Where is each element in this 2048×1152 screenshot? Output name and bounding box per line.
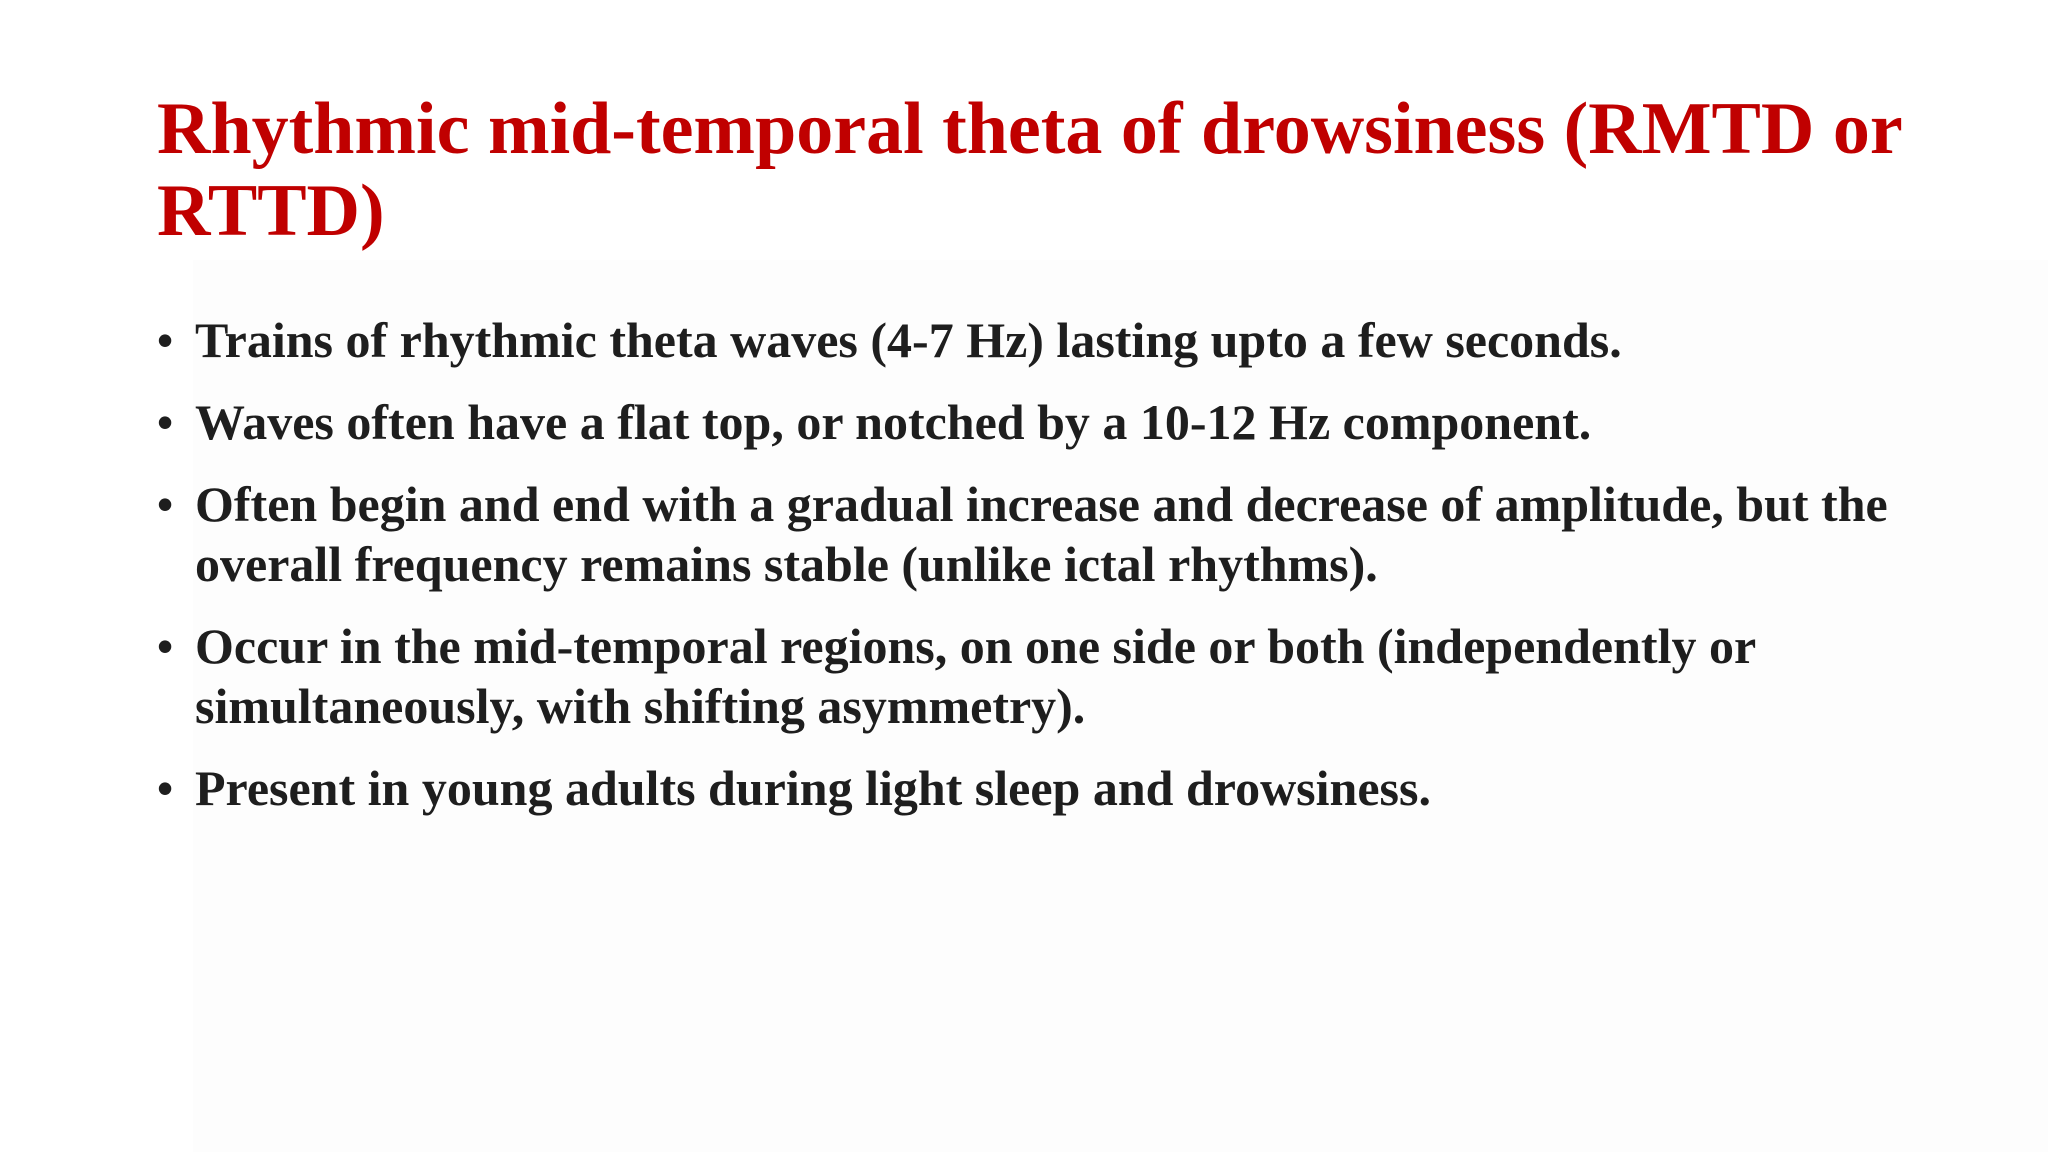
bullet-dot-icon: • xyxy=(157,314,174,366)
bullet-item xyxy=(157,310,1917,370)
bullet-text: Often begin and end with a gradual increase and decrease of amplitude, but the overall frequency remains stable (unlike ictal rhythms). xyxy=(195,476,1888,592)
bullet-dot-icon: • xyxy=(157,396,174,448)
bullet-text: Waves often have a flat top, or notched by a 10-12 Hz component. xyxy=(195,394,1592,450)
bullet-dot-icon: • xyxy=(157,620,174,672)
bullet-item xyxy=(157,474,1917,594)
bullet-dot-icon: • xyxy=(157,762,174,814)
bullet-text: Occur in the mid-temporal regions, on one side or both (independently or simultaneously, with shifting asymmetry). xyxy=(195,618,1756,734)
bullet-list xyxy=(157,310,1917,840)
slide-title: Rhythmic mid-temporal theta of drowsiness (RMTD or RTTD) xyxy=(157,88,1902,252)
bullet-text: Present in young adults during light sleep and drowsiness. xyxy=(195,760,1431,816)
bullet-text: Trains of rhythmic theta waves (4-7 Hz) lasting upto a few seconds. xyxy=(195,312,1622,368)
bullet-item xyxy=(157,392,1917,452)
bullet-dot-icon: • xyxy=(157,478,174,530)
bullet-item xyxy=(157,758,1917,818)
bullet-item xyxy=(157,616,1917,736)
